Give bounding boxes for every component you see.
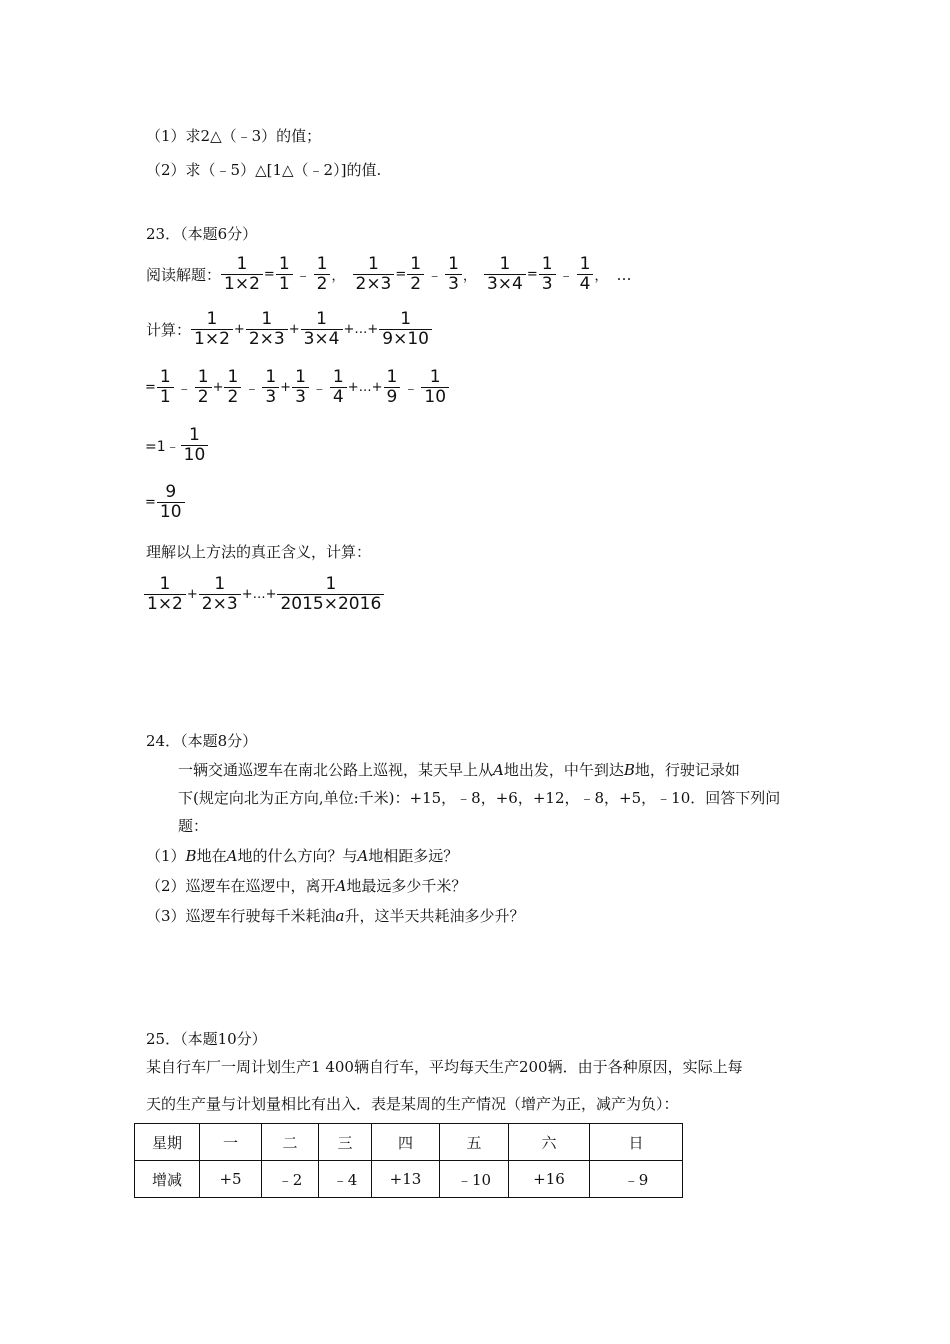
- production-table: [134, 1123, 683, 1198]
- fraction: $\frac{1}{4}$: [577, 255, 594, 294]
- fraction: $\frac{1}{2015\times 2016}$: [277, 575, 384, 614]
- q25-heading: 25．（本题10分）: [146, 1030, 267, 1048]
- q24-sub-question-1: [146, 846, 458, 866]
- text: （3）巡逻车行驶每千米耗油: [146, 907, 336, 925]
- fraction: $\frac{1}{3}$: [445, 255, 462, 294]
- minus-sign: ﹣: [558, 266, 574, 284]
- table-cell: +13: [372, 1161, 440, 1198]
- q23-task: 理解以上方法的真正含义，计算：: [146, 543, 372, 561]
- minus-sign: ﹣: [244, 379, 260, 397]
- variable: A: [226, 847, 238, 865]
- equals-sign: =: [145, 380, 156, 395]
- equals-sign: =: [395, 267, 407, 282]
- q24-sub-question-3: [146, 906, 525, 926]
- text: 地最远多少千米？: [346, 877, 467, 895]
- q22-item-2: （2）求（﹣5）△[1△（﹣2）]的值.: [146, 161, 382, 179]
- table-cell: 增减: [135, 1161, 200, 1198]
- text: （2）巡逻车在巡逻中，离开: [146, 877, 336, 895]
- separator: ，: [331, 269, 345, 284]
- fraction: $\frac{1}{2}$: [195, 368, 212, 407]
- q23-final-expression: [144, 575, 384, 614]
- table-cell: 五: [440, 1124, 509, 1161]
- variable: A: [335, 877, 347, 895]
- fraction: $\frac{1}{2}$: [224, 368, 241, 407]
- table-cell: +5: [200, 1161, 262, 1198]
- q23-calc-row: [146, 310, 432, 349]
- table-row: [135, 1161, 683, 1198]
- fraction: $\frac{9}{10}$: [157, 483, 185, 522]
- table-cell: 四: [372, 1124, 440, 1161]
- fraction: $\frac{1}{3}$: [262, 368, 279, 407]
- minus-sign: ﹣: [311, 379, 327, 397]
- read-label: 阅读解题：: [146, 266, 222, 284]
- table-cell: 三: [319, 1124, 372, 1161]
- fraction: $\frac{1}{10}$: [421, 368, 449, 407]
- fraction: $\frac{1}{3\times 4}$: [301, 310, 343, 349]
- equals-sign: =: [263, 267, 275, 282]
- table-header-row: [135, 1124, 683, 1161]
- fraction: $\frac{1}{2\times 3}$: [199, 575, 241, 614]
- text: 地的什么方向？与: [237, 847, 358, 865]
- calc-label: 计算：: [146, 321, 192, 339]
- table-cell: ﹣9: [590, 1161, 683, 1198]
- separator: ，: [462, 269, 476, 284]
- variable: A: [493, 761, 504, 779]
- table-cell: 星期: [135, 1124, 200, 1161]
- fraction: $\frac{1}{9\times 10}$: [379, 310, 432, 349]
- table-cell: ﹣10: [440, 1161, 509, 1198]
- variable: A: [357, 847, 369, 865]
- minus-sign: ﹣: [427, 266, 443, 284]
- table-cell: 一: [200, 1124, 262, 1161]
- fraction: $\frac{1}{3}$: [292, 368, 309, 407]
- fraction: $\frac{1}{1\times 2}$: [221, 255, 263, 294]
- q24-paragraph-line-3: 题：: [178, 817, 209, 835]
- q25-text-line-2: 天的生产量与计划量相比有出入．表是某周的生产情况（增产为正，减产为负）：: [146, 1095, 679, 1113]
- plus-dots: +…+: [241, 587, 277, 602]
- fraction: $\frac{1}{1\times 2}$: [191, 310, 233, 349]
- q24-sub-question-2: [146, 876, 466, 896]
- q22-item-1: （1）求2△（﹣3）的值；: [146, 127, 322, 145]
- text: 地在: [196, 847, 227, 865]
- table-cell: 二: [262, 1124, 319, 1161]
- fraction: $\frac{1}{4}$: [330, 368, 347, 407]
- text: 地出发，中午到达: [503, 761, 624, 779]
- table-cell: ﹣4: [319, 1161, 372, 1198]
- variable: B: [185, 847, 197, 865]
- plus-sign: +: [280, 380, 292, 395]
- q24-paragraph-line-1: [178, 760, 740, 780]
- minus-sign: ﹣: [403, 379, 419, 397]
- separator: ，: [594, 269, 608, 284]
- plus-dots: +…+: [343, 322, 379, 337]
- equals-sign: =: [145, 495, 156, 510]
- plus-sign: +: [212, 380, 224, 395]
- q23-step-3: [144, 483, 185, 522]
- fraction: $\frac{1}{2}$: [314, 255, 331, 294]
- q23-heading: 23．（本题6分）: [146, 225, 258, 243]
- fraction: $\frac{1}{1}$: [157, 368, 174, 407]
- text: 地，行驶记录如: [634, 761, 740, 779]
- table-cell: ﹣2: [262, 1161, 319, 1198]
- table-cell: 六: [509, 1124, 590, 1161]
- fraction: $\frac{1}{9}$: [384, 368, 401, 407]
- table-cell: 日: [590, 1124, 683, 1161]
- fraction: $\frac{1}{2}$: [407, 255, 424, 294]
- q24-paragraph-line-2: 下(规定向北为正方向,单位:千米)：+15，﹣8，+6，+12，﹣8，+5，﹣10．回答下列问: [178, 789, 781, 807]
- text: （1）: [146, 847, 186, 865]
- plus-dots: +…+: [347, 380, 383, 395]
- q23-step-2: [144, 426, 208, 465]
- fraction: $\frac{1}{3\times 4}$: [484, 255, 526, 294]
- ellipsis: …: [616, 265, 632, 284]
- q23-step-1: [144, 368, 449, 407]
- text: 升，这半天共耗油多少升？: [344, 907, 525, 925]
- text: 地相距多远？: [368, 847, 459, 865]
- minus-sign: ﹣: [295, 266, 311, 284]
- fraction: $\frac{1}{1}$: [276, 255, 293, 294]
- plus-sign: +: [288, 322, 300, 337]
- equals-sign: =: [526, 267, 538, 282]
- fraction: $\frac{1}{1\times 2}$: [144, 575, 186, 614]
- fraction: $\frac{1}{2\times 3}$: [353, 255, 395, 294]
- fraction: $\frac{1}{2\times 3}$: [246, 310, 288, 349]
- plus-sign: +: [186, 587, 198, 602]
- q23-example-row: [146, 255, 634, 294]
- q24-heading: 24．（本题8分）: [146, 732, 258, 750]
- variable: a: [335, 907, 345, 925]
- step-2-prefix: =1﹣: [145, 438, 180, 455]
- variable: B: [623, 761, 635, 779]
- minus-sign: ﹣: [176, 379, 192, 397]
- fraction: $\frac{1}{10}$: [181, 426, 209, 465]
- plus-sign: +: [233, 322, 245, 337]
- table-cell: +16: [509, 1161, 590, 1198]
- text: 一辆交通巡逻车在南北公路上巡视，某天早上从: [178, 761, 494, 779]
- q25-text-line-1: 某自行车厂一周计划生产1 400辆自行车，平均每天生产200辆．由于各种原因，实际上每: [146, 1058, 743, 1076]
- fraction: $\frac{1}{3}$: [539, 255, 556, 294]
